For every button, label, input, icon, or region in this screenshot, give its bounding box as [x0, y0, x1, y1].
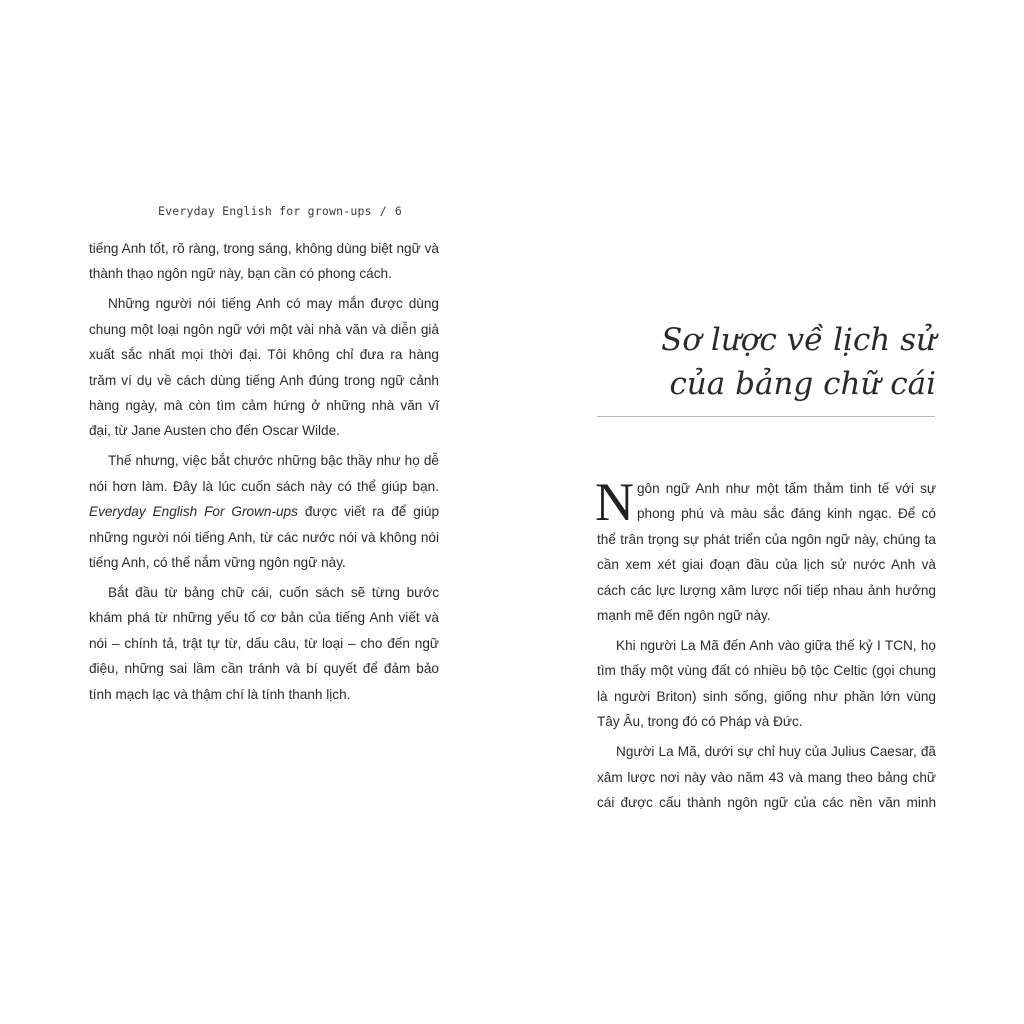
chapter-title-line-2: của bảng chữ cái [669, 366, 936, 402]
running-header-separator: / [379, 204, 387, 218]
right-page-body [595, 472, 936, 820]
book-title-italic: Everyday English For Grown-ups [89, 504, 298, 520]
running-header-book-title: Everyday English for grown-ups [158, 204, 372, 218]
title-divider [597, 416, 935, 417]
running-header [158, 204, 402, 218]
chapter-title [600, 318, 936, 406]
paragraph: Khi người La Mã đến Anh vào giữa thế kỷ I TCN, họ tìm thấy một vùng đất có nhiều bộ tộc Celtic (gọi chung là người Briton) sinh sống, giống như phần lớn vùng Tây Âu, trong đó có Pháp và Đức. [597, 638, 936, 730]
chapter-title-line-1: Sơ lược về lịch sử [661, 322, 936, 358]
paragraph: tiếng Anh tốt, rõ ràng, trong sáng, không dùng biệt ngữ và thành thạo ngôn ngữ này, bạn cần có phong cách. [89, 241, 439, 282]
paragraph: Bắt đầu từ bảng chữ cái, cuốn sách sẽ từng bước khám phá từ những yếu tố cơ bản của tiếng Anh viết và nói – chính tả, trật tự từ, dấu câu, từ loại – cho đến ngữ điệu, những sai lầm cần tránh và bí quyết để đảm bảo tính mạch lạc và thậm chí là tính thanh lịch. [89, 585, 439, 702]
paragraph-text: gôn ngữ Anh như một tấm thảm tinh tế với sự phong phú và màu sắc đáng kinh ngạc. Để có thể trân trọng sự phát triển của ngôn ngữ này, chúng ta cần xem xét giai đoạn đầu của lịch sử nước Anh và cách các lực lượng xâm lược nối tiếp nhau ảnh hưởng mạnh mẽ đến ngôn ngữ này. [597, 481, 936, 624]
opening-paragraph [595, 472, 936, 628]
drop-cap: N [595, 472, 634, 532]
paragraph-text: Thế nhưng, việc bắt chước những bậc thầy như họ dễ nói hơn làm. Đây là lúc cuốn sách này có thể giúp bạn. [89, 453, 439, 494]
page-number: 6 [394, 204, 402, 218]
paragraph-text: được viết ra để giúp những người nói tiếng Anh, từ các nước nói và không nói tiếng Anh, có thể nắm vững ngôn ngữ này. [89, 504, 440, 571]
paragraph: Những người nói tiếng Anh có may mắn được dùng chung một loại ngôn ngữ với một vài nhà văn và diễn giả xuất sắc nhất mọi thời đại. Tôi không chỉ đưa ra hàng trăm ví dụ về cách dùng tiếng Anh đúng trong ngữ cảnh hàng ngày, mà còn tìm cảm hứng ở những nhà văn vĩ đại, từ Jane Austen cho đến Oscar Wilde. [89, 296, 439, 439]
left-page-body [89, 236, 439, 712]
paragraph: Người La Mã, dưới sự chỉ huy của Julius Caesar, đã xâm lược nơi này vào năm 43 và mang theo bảng chữ cái được cấu thành ngôn ngữ của các nền văn minh [597, 744, 936, 811]
paragraph [89, 448, 439, 575]
